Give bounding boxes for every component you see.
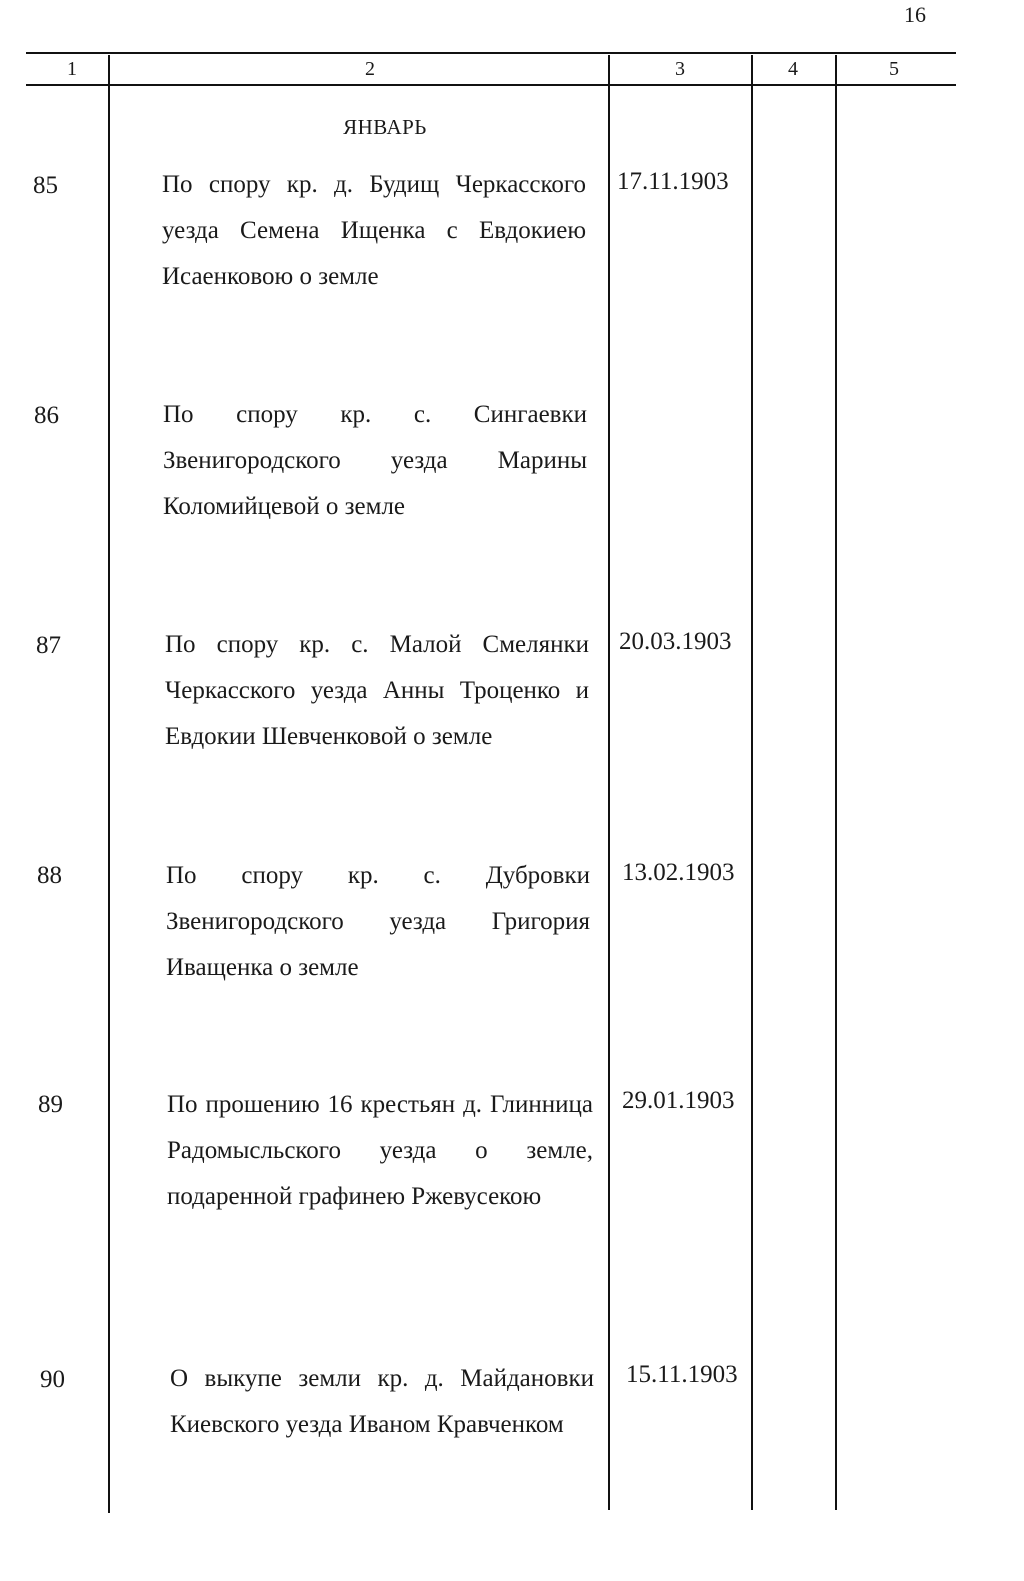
column-divider-1 — [108, 55, 110, 1513]
column-header-2: 2 — [365, 58, 375, 80]
row-date: 20.03.1903 — [619, 628, 732, 655]
row-description: По спору кр. с. Дубровки Звенигородского уезда Григория Иващенка о земле — [166, 862, 590, 981]
column-header-5: 5 — [889, 58, 899, 80]
column-header-4: 4 — [788, 58, 798, 80]
row-description: По спору кр. с. Малой Смелянки Черкасского уезда Анны Троценко и Евдокии Шевченковой о земле — [165, 631, 589, 750]
table-top-rule — [26, 52, 956, 54]
row-number: 86 — [34, 402, 59, 429]
row-number: 87 — [36, 632, 61, 659]
row-description: О выкупе земли кр. д. Майдановки Киевского уезда Иваном Кравченком — [170, 1365, 594, 1438]
row-description: По спору кр. с. Сингаевки Звенигородского уезда Марины Коломийцевой о земле — [163, 401, 587, 520]
row-number: 90 — [40, 1366, 65, 1393]
column-header-1: 1 — [67, 58, 77, 80]
row-number: 88 — [37, 862, 62, 889]
row-date: 15.11.1903 — [626, 1361, 738, 1388]
column-header-3: 3 — [675, 58, 685, 80]
page-number: 16 — [904, 2, 926, 27]
row-date: 13.02.1903 — [622, 859, 735, 886]
month-heading: ЯНВАРЬ — [343, 115, 427, 139]
row-description: По спору кр. д. Будищ Черкасского уезда Семена Ищенка с Евдокиею Исаенковою о земле — [162, 171, 586, 290]
row-number: 85 — [33, 172, 58, 199]
row-description: По прошению 16 крестьян д. Глинница Радомысльского уезда о земле, подаренной графинею Ржевусекою — [167, 1091, 593, 1210]
column-divider-4 — [835, 55, 837, 1510]
row-date: 17.11.1903 — [617, 168, 729, 195]
header-bottom-rule — [26, 84, 956, 86]
column-divider-3 — [751, 55, 753, 1510]
row-date: 29.01.1903 — [622, 1087, 735, 1114]
column-divider-2 — [608, 55, 610, 1510]
row-number: 89 — [38, 1091, 63, 1118]
